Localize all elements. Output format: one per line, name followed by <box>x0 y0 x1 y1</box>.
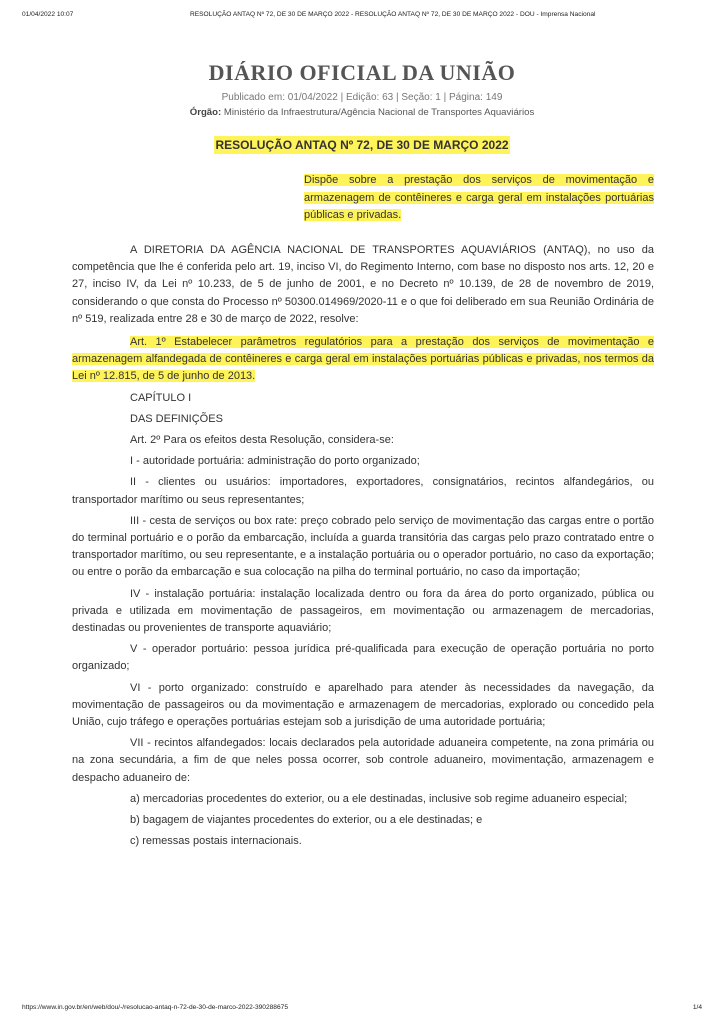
article-1-text: Art. 1º Estabelecer parâmetros regulatórios para a prestação dos serviços de movimentação e armazenagem alfandegada de contêineres e carga geral em instalações portuárias públicas e privadas, nos termos da Lei nº 12.815, de 5 de junho de 2013. <box>72 336 654 383</box>
article-2: Art. 2º Para os efeitos desta Resolução, considera-se: <box>130 434 394 447</box>
article-1 <box>72 334 654 386</box>
chapter-heading: CAPÍTULO I <box>130 391 192 404</box>
orgao-label: Órgão: <box>189 107 222 118</box>
print-datetime: 01/04/2022 10:07 <box>22 11 74 18</box>
document-title-wrap <box>0 136 724 154</box>
document-title: RESOLUÇÃO ANTAQ Nº 72, DE 30 DE MARÇO 2022 <box>215 138 509 152</box>
ementa-text: Dispõe sobre a prestação dos serviços de movimentação e armazenagem de contêineres e carga geral em instalações portuárias públicas e privadas. <box>304 174 654 221</box>
publication-meta: Publicado em: 01/04/2022 | Edição: 63 | Seção: 1 | Página: 149 <box>221 92 503 103</box>
preamble: A DIRETORIA DA AGÊNCIA NACIONAL DE TRANSPORTES AQUAVIÁRIOS (ANTAQ), no uso da competência que lhe é conferida pelo art. 19, inciso VI, do Regimento Interno, com base no disposto nos arts. 12, 20 e 27, inciso IV, da Lei nº 10.233, de 5 de junho de 2001, e no Decreto nº 10.139, de 28 de novembro de 2019, considerando o que consta do Processo nº 50300.014969/2020-11 e o que foi deliberado em sua Reunião Ordinária de nº 519, realizada entre 28 e 30 de março de 2022, resolve: <box>72 244 654 325</box>
definition-subitem: c) remessas postais internacionais. <box>130 835 302 848</box>
document-body <box>72 242 654 855</box>
publication-title: DIÁRIO OFICIAL DA UNIÃO <box>208 60 516 85</box>
print-page-title: RESOLUÇÃO ANTAQ Nº 72, DE 30 DE MARÇO 2022 - RESOLUÇÃO ANTAQ Nº 72, DE 30 DE MARÇO 2022 - DOU - Imprensa Nacional <box>190 11 596 18</box>
definition-item: II - clientes ou usuários: importadores, exportadores, consignatários, recintos alfandegários, ou transportador marítimo ou seus representantes; <box>72 476 654 506</box>
definition-subitem: a) mercadorias procedentes do exterior, ou a ele destinadas, inclusive sob regime aduaneiro especial; <box>130 792 628 805</box>
masthead <box>0 60 724 118</box>
definition-item: III - cesta de serviços ou box rate: preço cobrado pelo serviço de movimentação das cargas entre o portão do terminal portuário e o porão da embarcação, incluída a guarda transitória das cargas pelo prazo contratado entre o transportador marítimo, ou seu representante, e a instalação portuária ou o operador portuário, no caso da exportação; ou entre o porão da embarcação e sua colocação na pilha do terminal portuário, no caso da importação; <box>72 514 654 579</box>
orgao-line <box>0 107 724 118</box>
definition-subitem: b) bagagem de viajantes procedentes do exterior, ou a ele destinadas; e <box>130 814 483 827</box>
definition-item: VI - porto organizado: construído e aparelhado para atender às necessidades da navegação, da movimentação de passageiros ou da movimentação e armazenagem de mercadorias, explorado ou concedido pela União, cujo tráfego e operações portuárias estejam sob a jurisdição de uma autoridade portuária; <box>72 681 654 729</box>
print-url[interactable]: https://www.in.gov.br/en/web/dou/-/resolucao-antaq-n-72-de-30-de-marco-2022-390288675 <box>22 1004 288 1011</box>
orgao-value: Ministério da Infraestrutura/Agência Nacional de Transportes Aquaviários <box>223 107 535 118</box>
definition-item: V - operador portuário: pessoa jurídica pré-qualificada para execução de operação portuária no porto organizado; <box>72 643 654 673</box>
definition-item: VII - recintos alfandegados: locais declarados pela autoridade aduaneira competente, na zona primária ou na zona secundária, a fim de que neles possa ocorrer, sob controle aduaneiro, movimentação, armazenagem e despacho aduaneiro de: <box>72 737 654 784</box>
definition-item: I - autoridade portuária: administração do porto organizado; <box>130 455 420 468</box>
ementa <box>304 172 654 225</box>
definition-item: IV - instalação portuária: instalação localizada dentro ou fora da área do porto organizado, pública ou privada e utilizada em movimentação de passageiros, em movimentação ou armazenagem de mercadorias, destinadas ou provenientes de transporte aquaviário; <box>72 587 654 635</box>
print-page-number: 1/4 <box>692 1004 702 1011</box>
chapter-title: DAS DEFINIÇÕES <box>130 412 223 425</box>
